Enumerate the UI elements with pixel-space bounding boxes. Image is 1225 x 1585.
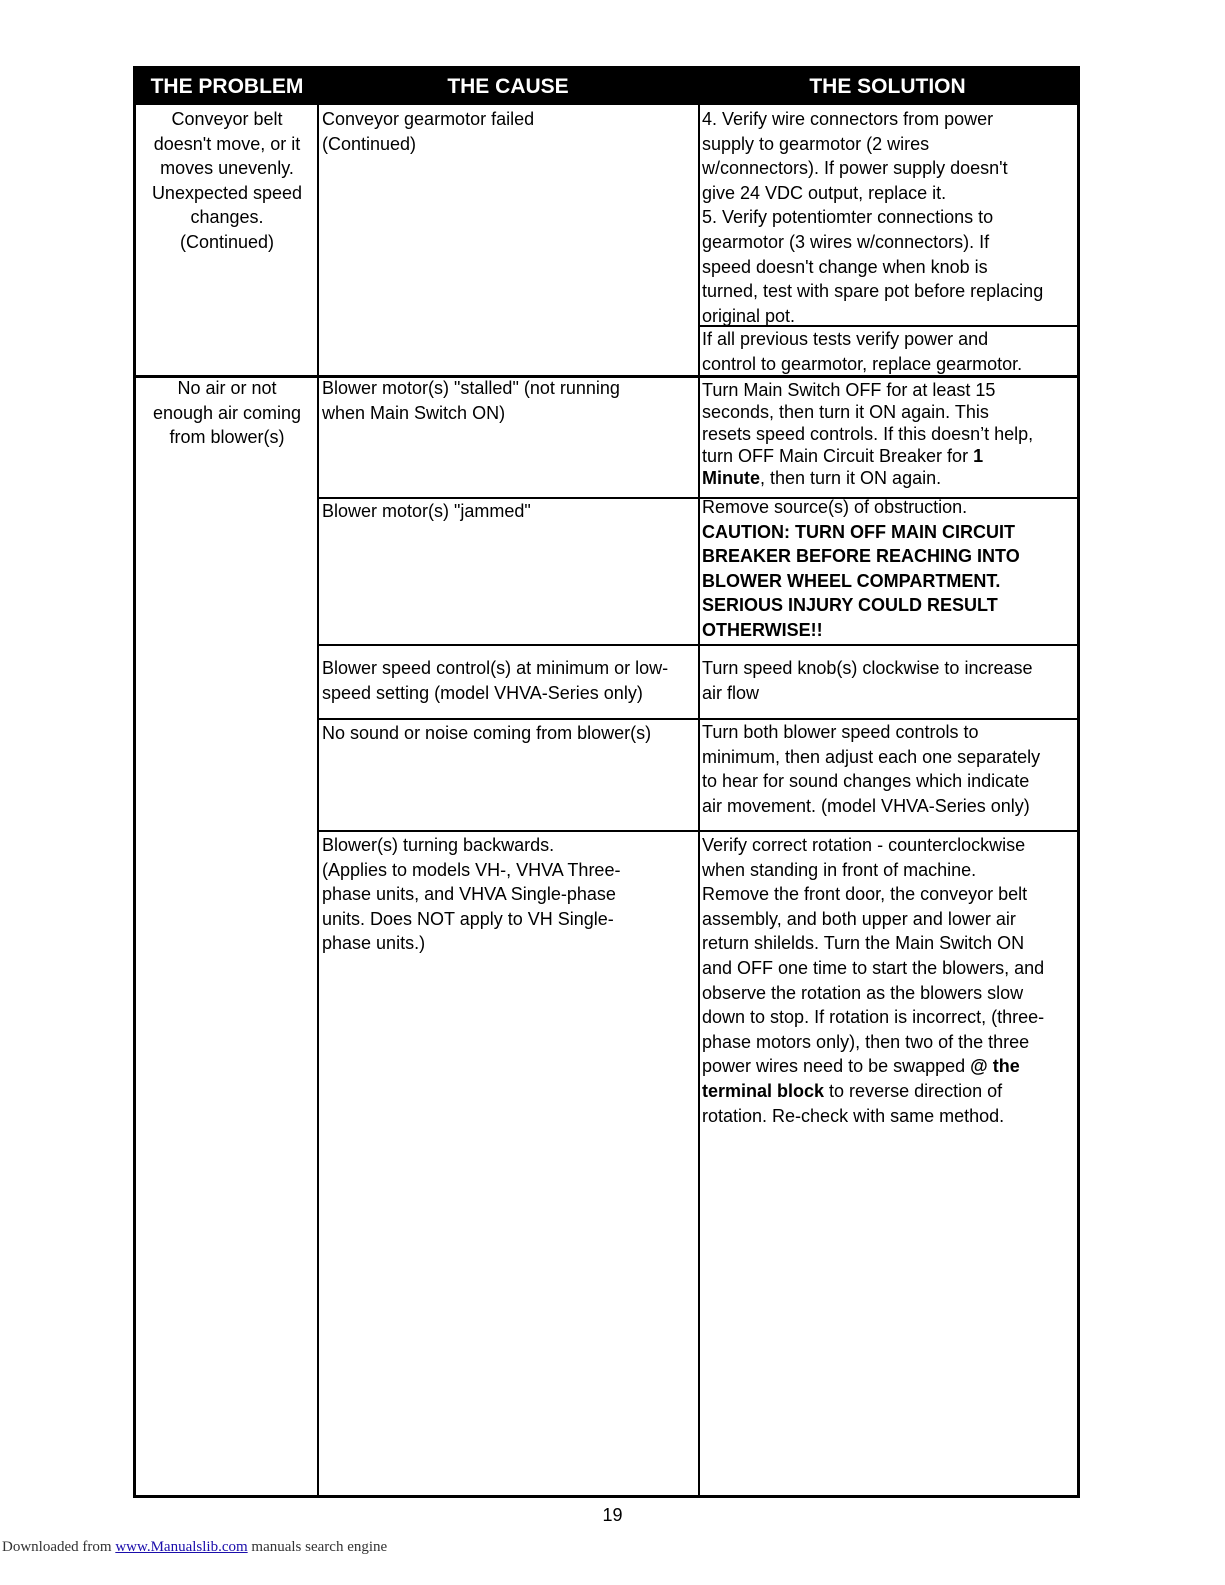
column-divider — [698, 105, 700, 1495]
cause-gearmotor-failed: Conveyor gearmotor failed (Continued) — [322, 109, 535, 154]
page-number: 19 — [602, 1505, 623, 1525]
solution-blower-stalled: Turn Main Switch OFF for at least 15 seconds, then turn it ON again. This resets speed controls. If this doesn’t help, turn OFF Main Circuit Breaker for 1 Minute, then turn it ON again. — [702, 380, 1034, 488]
header-cause: THE CAUSE — [447, 75, 569, 98]
caution-warning: CAUTION: TURN OFF MAIN CIRCUIT BREAKER BEFORE REACHING INTO BLOWER WHEEL COMPARTMENT. SERIOUS INJURY COULD RESULT OTHERWISE!! — [702, 521, 1020, 640]
solution-blower-jammed: Remove source(s) of obstruction. CAUTION: TURN OFF MAIN CIRCUIT BREAKER BEFORE REACHING INTO BLOWER WHEEL COMPARTMENT. SERIOUS INJURY COULD RESULT OTHERWISE!! — [702, 497, 1020, 640]
solution-gearmotor-checks: 4. Verify wire connectors from power supply to gearmotor (2 wires w/connectors). If power supply doesn't give 24 VDC output, replace it. 5. Verify potentiomter connections to gearmotor (3 wires w/connectors). If speed doesn't change when knob is turned, test with spare pot before replacing original pot. — [702, 109, 1044, 326]
solution-no-sound: Turn both blower speed controls to minimum, then adjust each one separately to hear for sound changes which indicate air movement. (model VHVA-Series only) — [702, 722, 1041, 816]
problem-no-air: No air or not enough air coming from blower(s) — [152, 378, 302, 448]
cause-no-sound: No sound or noise coming from blower(s) — [322, 723, 652, 743]
cause-speed-control: Blower speed control(s) at minimum or low- speed setting (model VHVA-Series only) — [322, 658, 669, 703]
row-divider — [317, 644, 1077, 646]
column-divider — [317, 105, 319, 1495]
header-problem: THE PROBLEM — [150, 75, 304, 98]
cause-blower-stalled: Blower motor(s) "stalled" (not running when Main Switch ON) — [322, 378, 620, 423]
row-divider — [317, 830, 1077, 832]
header-solution: THE SOLUTION — [809, 75, 966, 98]
manualslib-link[interactable]: www.Manualslib.com — [115, 1539, 248, 1555]
cause-blower-backwards: Blower(s) turning backwards. (Applies to models VH-, VHVA Three- phase units, and VHVA Single-phase units. Does NOT apply to VH Single- phase units.) — [322, 835, 621, 954]
table-header — [136, 69, 1077, 105]
download-footer: Downloaded from www.Manualslib.com manuals search engine — [2, 1539, 388, 1555]
troubleshooting-table — [133, 66, 1080, 1498]
problem-conveyor: Conveyor belt doesn't move, or it moves unevenly. Unexpected speed changes. (Continued) — [151, 109, 303, 252]
solution-blower-backwards: Verify correct rotation - counterclockwise when standing in front of machine. Remove the front door, the conveyor belt assembly, and both upper and lower air return shilelds. Turn the Main Switch ON and OFF one time to start the blowers, and observe the rotation as the blowers slow down to stop. If rotation is incorrect, (three- phase motors only), then two of the three power wires need to be swapped @ the terminal block to reverse direction of rotation. Re-check with same method. — [702, 835, 1045, 1126]
solution-replace-gearmotor: If all previous tests verify power and control to gearmotor, replace gearmotor. — [702, 329, 1023, 374]
solution-speed-control: Turn speed knob(s) clockwise to increase air flow — [702, 658, 1033, 703]
cause-blower-jammed: Blower motor(s) "jammed" — [322, 501, 531, 521]
